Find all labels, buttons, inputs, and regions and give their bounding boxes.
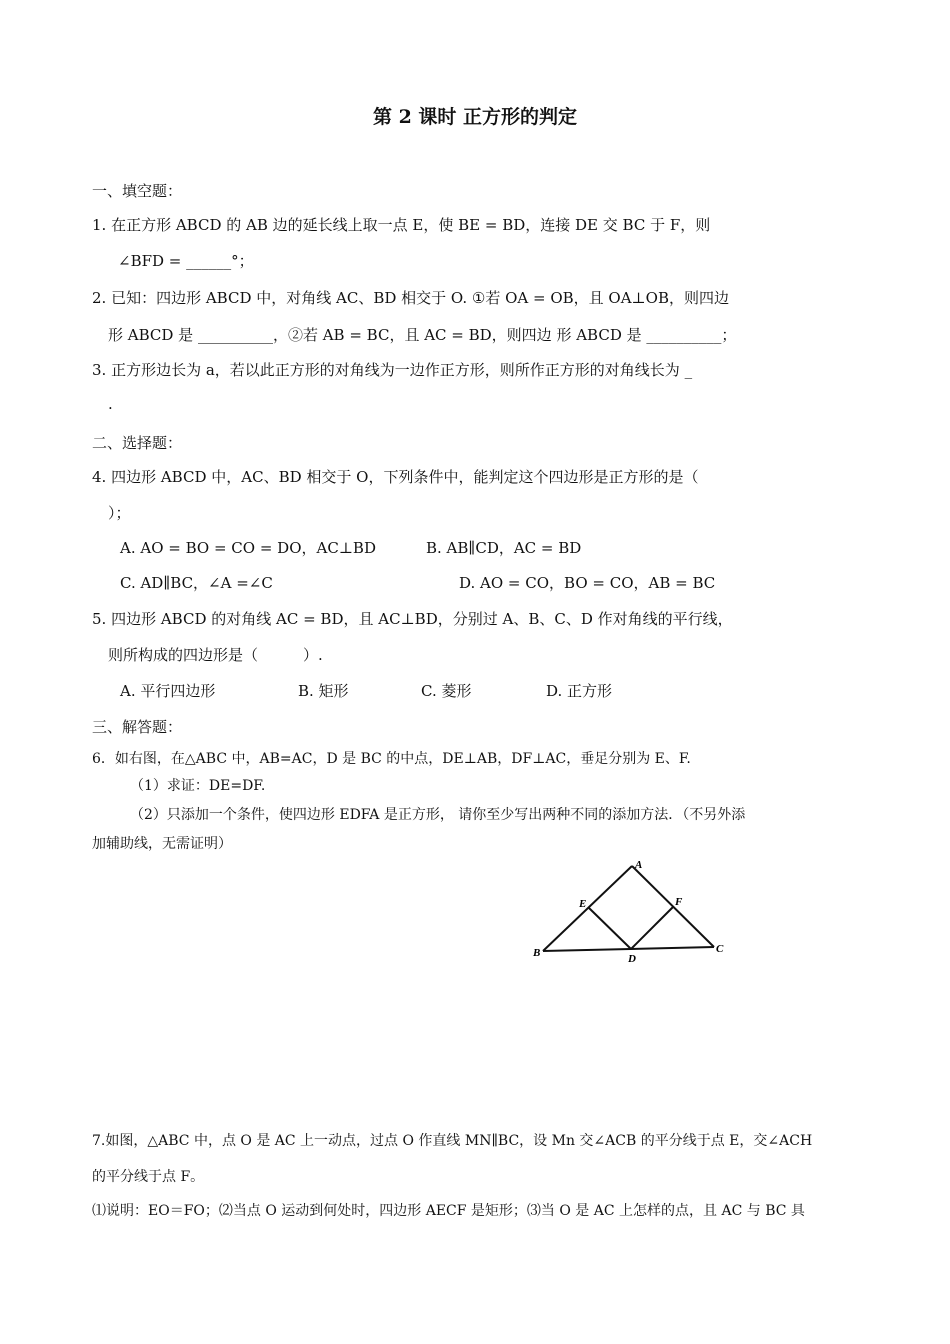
- q7-line1: 7.如图，△ABC 中，点 O 是 AC 上一动点，过点 O 作直线 MN∥BC，设 Mn 交∠ACB 的平分线于点 E，交∠ACH: [92, 1133, 813, 1149]
- q6-line3: （2）只添加一个条件，使四边形 EDFA 是正方形， 请你至少写出两种不同的添加方法．（不另外添: [130, 807, 746, 823]
- q6-line2: （1）求证：DE=DF.: [130, 778, 266, 794]
- q4-option-a: A. AO = BO = CO = DO，AC⊥BD: [120, 539, 376, 557]
- q5-line1: 5. 四边形 ABCD 的对角线 AC = BD，且 AC⊥BD，分别过 A、B、C、D 作对角线的平行线，: [92, 610, 733, 628]
- q7-line2: 的平分线于点 F。: [92, 1169, 205, 1185]
- triangle-figure: [528, 856, 728, 966]
- q2-line1: 2. 已知：四边形 ABCD 中，对角线 AC、BD 相交于 O. ①若 OA = OB，且 OA⊥OB，则四边: [92, 289, 729, 307]
- q1-line2: ∠BFD = ______°；: [118, 252, 254, 270]
- section-fill-in: 一、填空题：: [92, 182, 183, 200]
- label-c: C: [716, 943, 724, 955]
- section-choice: 二、选择题：: [92, 434, 183, 452]
- q2-line2: 形 ABCD 是 __________，②若 AB = BC，且 AC = BD，则四边 形 ABCD 是 __________；: [108, 326, 737, 344]
- q3-line1: 3. 正方形边长为 a，若以此正方形的对角线为一边作正方形，则所作正方形的对角线长为 _: [92, 361, 693, 379]
- label-d: D: [628, 953, 636, 965]
- q4-option-c: C. AD∥BC，∠A =∠C: [120, 574, 273, 592]
- q5-line2: 则所构成的四边形是（ ）.: [108, 646, 323, 664]
- label-a: A: [635, 859, 643, 871]
- q4-option-b: B. AB∥CD，AC = BD: [426, 539, 582, 557]
- q1-line1: 1. 在正方形 ABCD 的 AB 边的延长线上取一点 E，使 BE = BD，连接 DE 交 BC 于 F，则: [92, 216, 711, 234]
- label-f: F: [675, 896, 683, 908]
- q7-line3: ⑴说明：EO＝FO；⑵当点 O 运动到何处时，四边形 AECF 是矩形；⑶当 O 是 AC 上怎样的点，且 AC 与 BC 具: [92, 1203, 805, 1219]
- q4-line1: 4. 四边形 ABCD 中，AC、BD 相交于 O，下列条件中，能判定这个四边形是正方形的是（: [92, 468, 699, 486]
- q5-option-c: C. 菱形: [421, 682, 472, 700]
- section-solve: 三、解答题：: [92, 718, 183, 736]
- q4-option-d: D. AO = CO，BO = CO，AB = BC: [459, 574, 716, 592]
- q4-line2: ）；: [108, 504, 131, 522]
- q5-option-a: A. 平行四边形: [120, 682, 216, 700]
- q3-line2: .: [108, 395, 113, 413]
- segment-de: [589, 908, 631, 949]
- q6-line1: 6．如右图，在△ABC 中，AB=AC，D 是 BC 的中点，DE⊥AB，DF⊥AC，垂足分别为 E、F.: [92, 751, 691, 767]
- page-title: 第 2 课时 正方形的判定: [372, 106, 578, 128]
- label-b: B: [533, 947, 541, 959]
- segment-df: [631, 907, 673, 949]
- q6-line4: 加辅助线，无需证明）: [92, 836, 232, 852]
- label-e: E: [579, 898, 587, 910]
- q5-option-b: B. 矩形: [298, 682, 349, 700]
- q5-option-d: D. 正方形: [546, 682, 613, 700]
